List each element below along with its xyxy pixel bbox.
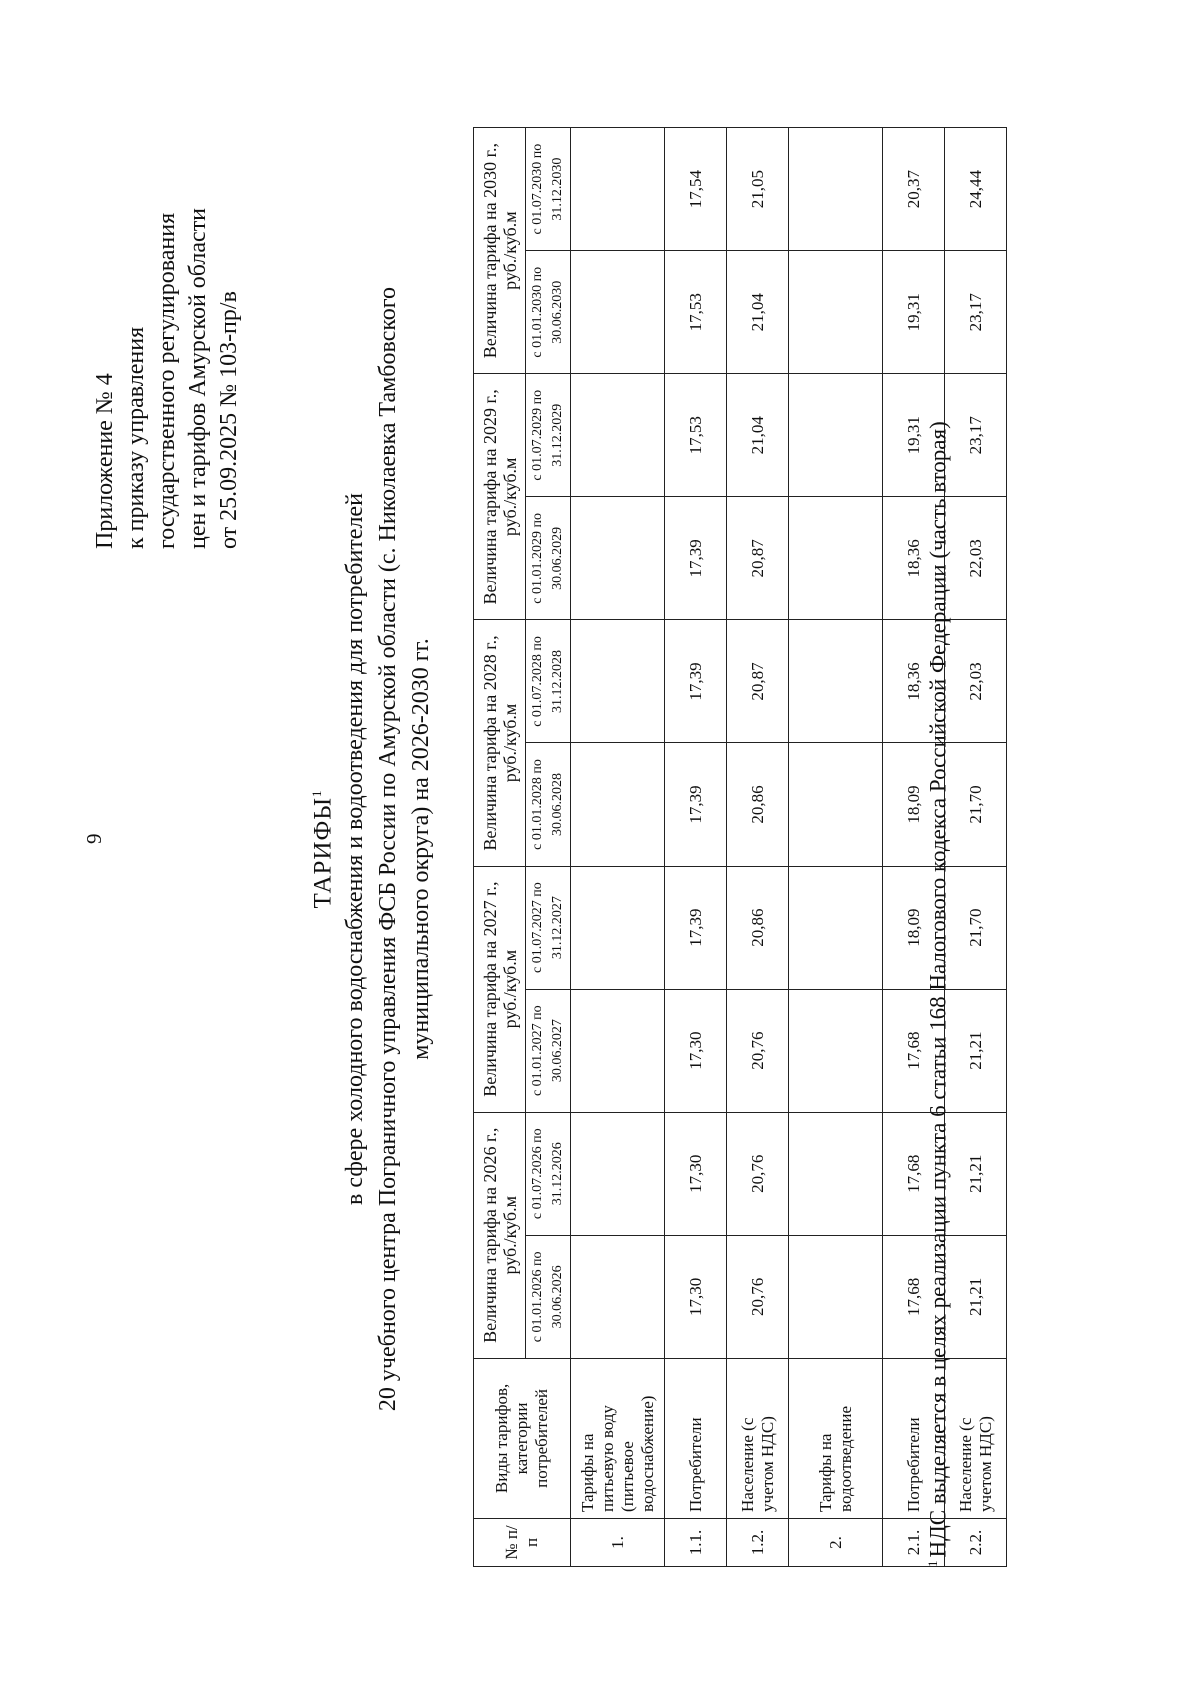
tariff-value-cell xyxy=(789,989,883,1112)
tariff-value-cell xyxy=(789,1112,883,1235)
tariff-value-cell: 17,39 xyxy=(665,743,727,866)
tariff-value-cell: 17,30 xyxy=(665,1112,727,1235)
title-footnote-mark: 1 xyxy=(309,789,324,797)
row-category: Потребители xyxy=(665,1358,727,1518)
tariff-value-cell: 18,09 xyxy=(883,866,945,989)
tariff-value-cell: 20,76 xyxy=(727,1112,789,1235)
row-category: Население (с учетом НДС) xyxy=(727,1358,789,1518)
header-year-2027: Величина тарифа на 2027 г., руб./куб.м xyxy=(474,866,526,1112)
tariff-value-cell xyxy=(789,1235,883,1358)
footnote xyxy=(925,107,952,1567)
tariff-value-cell: 20,37 xyxy=(883,128,945,251)
tariff-value-cell: 19,31 xyxy=(883,251,945,374)
row-number: 1.1. xyxy=(665,1518,727,1566)
tariff-value-cell xyxy=(571,128,665,251)
appendix-line: от 25.09.2025 № 103-пр/в xyxy=(216,291,242,549)
tariff-value-cell: 20,86 xyxy=(727,743,789,866)
tariff-value-cell xyxy=(571,620,665,743)
appendix-line: государственного регулирования xyxy=(154,212,180,549)
tariff-value-cell: 17,39 xyxy=(665,497,727,620)
row-category: Тарифы на питьевую воду (питьевое водоснабжение) xyxy=(571,1358,665,1518)
tariff-value-cell xyxy=(789,128,883,251)
tariff-value-cell: 17,53 xyxy=(665,251,727,374)
tariff-value-cell xyxy=(571,374,665,497)
tariff-value-cell xyxy=(789,251,883,374)
tariff-value-cell: 21,70 xyxy=(945,866,1007,989)
tariff-value-cell: 17,54 xyxy=(665,128,727,251)
header-period: с 01.01.2028 по 30.06.2028 xyxy=(526,743,571,866)
tariff-value-cell: 17,39 xyxy=(665,620,727,743)
header-period: с 01.01.2030 по 30.06.2030 xyxy=(526,251,571,374)
row-number: 2.1. xyxy=(883,1518,945,1566)
header-period: с 01.01.2027 по 30.06.2027 xyxy=(526,989,571,1112)
tariff-value-cell xyxy=(571,1112,665,1235)
tariff-value-cell xyxy=(789,497,883,620)
table-subheader-row xyxy=(526,128,571,1567)
tariff-value-cell: 18,09 xyxy=(883,743,945,866)
tariff-value-cell: 20,87 xyxy=(727,620,789,743)
tariff-value-cell: 24,44 xyxy=(945,128,1007,251)
appendix-line: цен и тарифов Амурской области xyxy=(185,207,211,549)
tariff-value-cell xyxy=(571,497,665,620)
tariff-value-cell: 21,21 xyxy=(945,1112,1007,1235)
page-number: 9 xyxy=(82,833,106,844)
header-period: с 01.07.2030 по 31.12.2030 xyxy=(526,128,571,251)
tariff-value-cell: 21,21 xyxy=(945,989,1007,1112)
tariff-value-cell xyxy=(789,743,883,866)
tariff-value-cell: 22,03 xyxy=(945,497,1007,620)
tariff-value-cell: 17,53 xyxy=(665,374,727,497)
tariff-value-cell: 17,68 xyxy=(883,1235,945,1358)
header-year-2029: Величина тарифа на 2029 г., руб./куб.м xyxy=(474,374,526,620)
tariff-value-cell: 20,87 xyxy=(727,497,789,620)
header-number: № п/п xyxy=(474,1518,571,1566)
table-row xyxy=(945,128,1007,1567)
appendix-line: к приказу управления xyxy=(123,326,149,549)
row-category: Население (с учетом НДС) xyxy=(945,1358,1007,1518)
row-number: 2.2. xyxy=(945,1518,1007,1566)
title-line-1: в сфере холодного водоснабжения и водоотведения для потребителей xyxy=(342,493,369,1205)
header-period: с 01.07.2028 по 31.12.2028 xyxy=(526,620,571,743)
footnote-mark: 1 xyxy=(925,1560,940,1567)
tariff-value-cell: 21,04 xyxy=(727,251,789,374)
tariff-value-cell: 18,36 xyxy=(883,620,945,743)
tariff-value-cell: 20,76 xyxy=(727,1235,789,1358)
tariff-value-cell: 17,39 xyxy=(665,866,727,989)
title-main: ТАРИФЫ xyxy=(309,796,337,909)
tariff-value-cell: 21,21 xyxy=(945,1235,1007,1358)
tariff-value-cell: 17,30 xyxy=(665,989,727,1112)
tariff-value-cell xyxy=(571,989,665,1112)
tariff-value-cell xyxy=(789,866,883,989)
title-line-3: муниципального округа) на 2026-2030 гг. xyxy=(408,638,435,1060)
tariff-value-cell: 23,17 xyxy=(945,374,1007,497)
row-number: 1. xyxy=(571,1518,665,1566)
header-tariff-type: Виды тарифов, категории потребителей xyxy=(474,1358,571,1518)
header-period: с 01.01.2026 по 30.06.2026 xyxy=(526,1235,571,1358)
tariff-value-cell xyxy=(571,1235,665,1358)
tariff-value-cell: 20,76 xyxy=(727,989,789,1112)
tariff-value-cell: 20,86 xyxy=(727,866,789,989)
tariff-value-cell: 21,05 xyxy=(727,128,789,251)
tariff-value-cell xyxy=(571,251,665,374)
tariff-value-cell: 23,17 xyxy=(945,251,1007,374)
table-row xyxy=(665,128,727,1567)
footnote-text: НДС выделяется в целях реализации пункта 6 статьи 168 Налогового кодекса Российской Федерации (часть вторая) xyxy=(925,421,951,1558)
header-period: с 01.01.2029 по 30.06.2029 xyxy=(526,497,571,620)
row-category: Потребители xyxy=(883,1358,945,1518)
tariff-value-cell: 17,68 xyxy=(883,989,945,1112)
table-row xyxy=(789,128,883,1567)
document-title xyxy=(300,124,438,1574)
table-header-row xyxy=(474,128,526,1567)
title-main-line xyxy=(300,124,339,1574)
tariff-value-cell: 21,04 xyxy=(727,374,789,497)
header-year-2030: Величина тарифа на 2030 г., руб./куб.м xyxy=(474,128,526,374)
tariff-value-cell: 19,31 xyxy=(883,374,945,497)
tariff-value-cell xyxy=(571,866,665,989)
appendix-header xyxy=(90,89,245,549)
header-period: с 01.07.2027 по 31.12.2027 xyxy=(526,866,571,989)
table-row xyxy=(571,128,665,1567)
row-number: 1.2. xyxy=(727,1518,789,1566)
tariff-value-cell xyxy=(789,374,883,497)
row-number: 2. xyxy=(789,1518,883,1566)
tariff-value-cell xyxy=(571,743,665,866)
header-period: с 01.07.2029 по 31.12.2029 xyxy=(526,374,571,497)
tariff-value-cell: 22,03 xyxy=(945,620,1007,743)
appendix-line: Приложение № 4 xyxy=(92,373,118,549)
row-category: Тарифы на водоотведение xyxy=(789,1358,883,1518)
tariff-value-cell: 17,30 xyxy=(665,1235,727,1358)
tariff-value-cell: 17,68 xyxy=(883,1112,945,1235)
header-year-2026: Величина тарифа на 2026 г., руб./куб.м xyxy=(474,1112,526,1358)
tariff-value-cell: 21,70 xyxy=(945,743,1007,866)
table-row xyxy=(727,128,789,1567)
tariff-value-cell: 18,36 xyxy=(883,497,945,620)
header-period: с 01.07.2026 по 31.12.2026 xyxy=(526,1112,571,1235)
header-year-2028: Величина тарифа на 2028 г., руб./куб.м xyxy=(474,620,526,866)
title-line-2: 20 учебного центра Пограничного управления ФСБ России по Амурской области (с. Николаевка Тамбовского xyxy=(375,286,402,1412)
tariff-value-cell xyxy=(789,620,883,743)
